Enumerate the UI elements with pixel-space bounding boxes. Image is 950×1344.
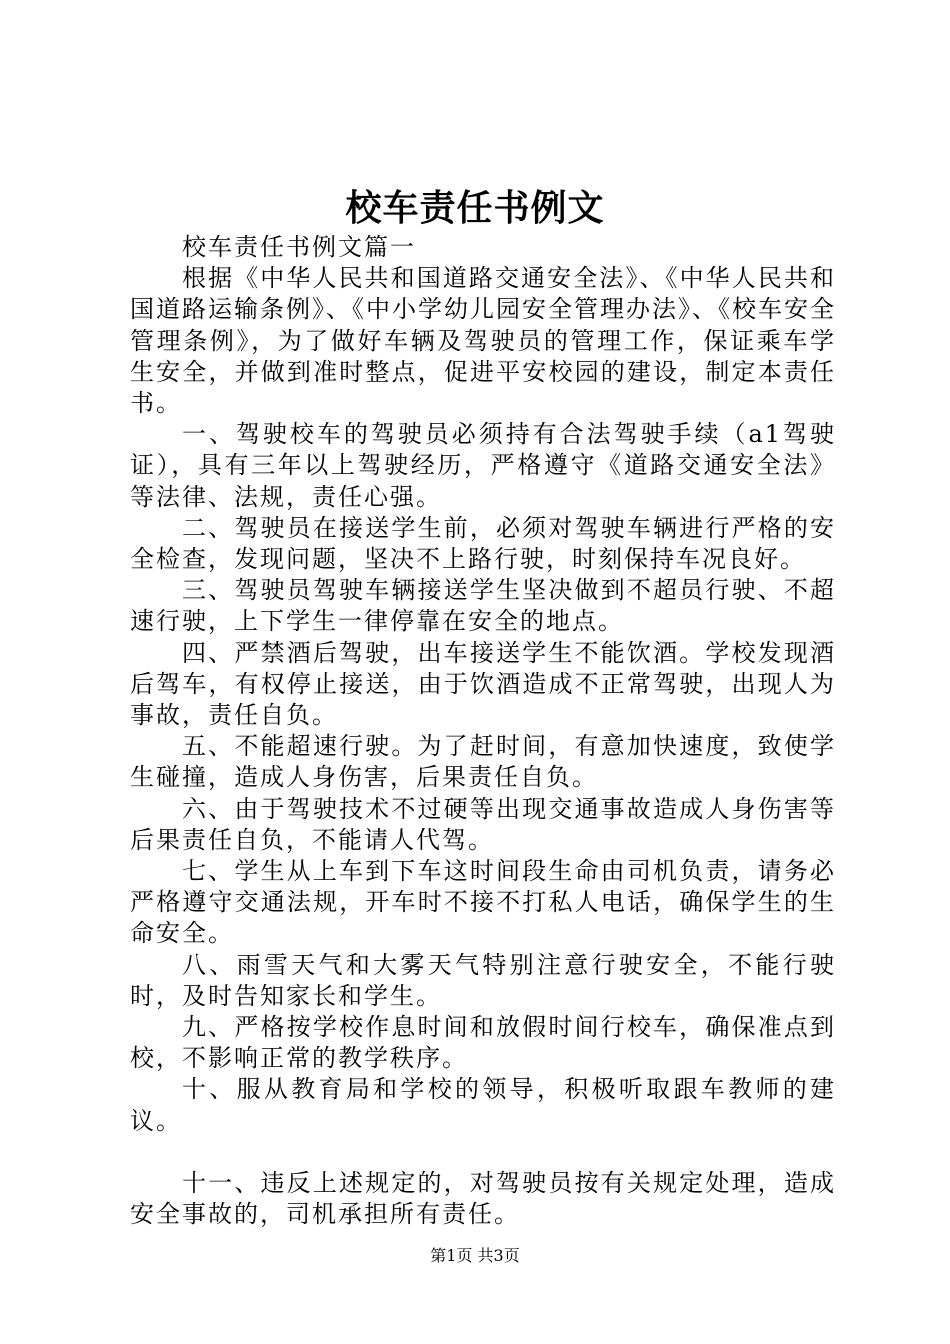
paragraph-item-8: 八、雨雪天气和大雾天气特别注意行驶安全，不能行驶时，及时告知家长和学生。	[130, 950, 836, 1010]
paragraph-item-5: 五、不能超速行驶。为了赶时间，有意加快速度，致使学生碰撞，造成人身伤害，后果责任自负。	[130, 732, 836, 792]
paragraph-item-1: 一、驾驶校车的驾驶员必须持有合法驾驶手续（a1驾驶证），具有三年以上驾驶经历，严格遵守《道路交通安全法》等法律、法规，责任心强。	[130, 420, 836, 511]
document-title: 校车责任书例文	[345, 187, 605, 229]
paragraph-item-11: 十一、违反上述规定的，对驾驶员按有关规定处理，造成安全事故的，司机承担所有责任。	[130, 1168, 836, 1229]
paragraph-item-3: 三、驾驶员驾驶车辆接送学生坚决做到不超员行驶、不超速行驶，上下学生一律停靠在安全的地点。	[130, 576, 836, 636]
paragraph-item-6: 六、由于驾驶技术不过硬等出现交通事故造成人身伤害等后果责任自负，不能请人代驾。	[130, 794, 836, 854]
paragraph-item-10: 十、服从教育局和学校的领导，积极听取跟车教师的建议。	[130, 1075, 836, 1135]
paragraph-item-4: 四、严禁酒后驾驶，出车接送学生不能饮酒。学校发现酒后驾车，有权停止接送，由于饮酒造成不正常驾驶，出现人为事故，责任自负。	[130, 638, 836, 730]
document-body	[130, 232, 836, 1230]
paragraph-intro: 根据《中华人民共和国道路交通安全法》、《中华人民共和国道路运输条例》、《中小学幼儿园安全管理办法》、《校车安全管理条例》，为了做好车辆及驾驶员的管理工作，保证乘车学生安全，并做到准时整点，促进平安校园的建设，制定本责任书。	[130, 264, 836, 418]
section-heading: 校车责任书例文篇一	[182, 233, 416, 261]
paragraph-item-2: 二、驾驶员在接送学生前，必须对驾驶车辆进行严格的安全检查，发现问题，坚决不上路行驶，时刻保持车况良好。	[130, 513, 836, 574]
page-indicator: 第1页 共3页	[430, 1246, 520, 1265]
paragraph-item-9: 九、严格按学校作息时间和放假时间行校车，确保准点到校，不影响正常的教学秩序。	[130, 1013, 836, 1073]
paragraph-item-7: 七、学生从上车到下车这时间段生命由司机负责，请务必严格遵守交通法规，开车时不接不打私人电话，确保学生的生命安全。	[130, 857, 836, 948]
